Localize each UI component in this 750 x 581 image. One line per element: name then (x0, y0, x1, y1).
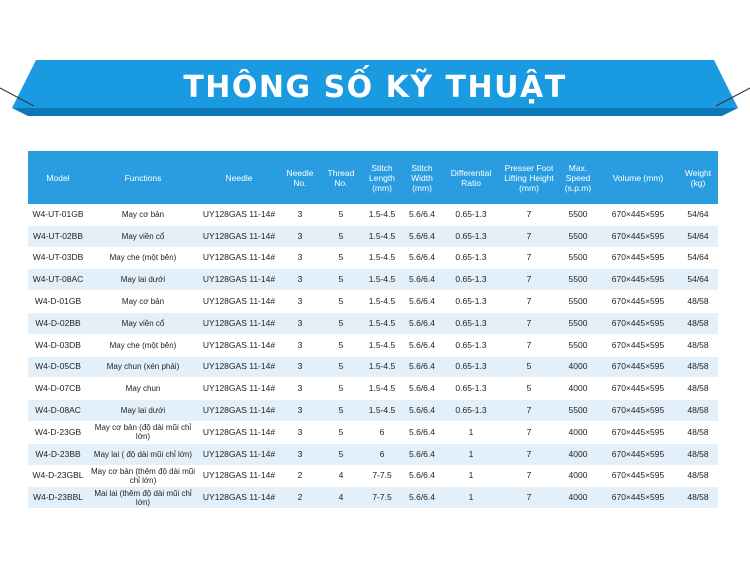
table-row (28, 378, 718, 400)
cell-volume: 670×445×595 (598, 465, 678, 487)
cell-differential-ratio: 1 (442, 487, 500, 509)
cell-volume: 670×445×595 (598, 400, 678, 422)
cell-function: May cơ bản (thêm độ dài mũi chỉ lớn) (88, 465, 198, 487)
cell-max-speed: 4000 (558, 356, 598, 378)
cell-max-speed: 4000 (558, 443, 598, 465)
cell-weight: 54/64 (678, 247, 718, 269)
cell-needle: UY128GAS 11-14# (198, 378, 280, 400)
cell-weight: 48/58 (678, 312, 718, 334)
col-header-max-speed: Max. Speed (s.p.m) (558, 151, 598, 204)
cell-weight: 48/58 (678, 465, 718, 487)
cell-model: W4-D-23BBL (28, 487, 88, 509)
cell-presser-foot-height: 7 (500, 487, 558, 509)
cell-presser-foot-height: 5 (500, 356, 558, 378)
cell-volume: 670×445×595 (598, 421, 678, 443)
cell-model: W4-D-01GB (28, 291, 88, 313)
cell-max-speed: 5500 (558, 312, 598, 334)
cell-model: W4-D-03DB (28, 334, 88, 356)
col-header-needle: Needle (198, 151, 280, 204)
cell-model: W4-UT-03DB (28, 247, 88, 269)
cell-thread-no: 5 (320, 421, 362, 443)
cell-differential-ratio: 0.65-1.3 (442, 291, 500, 313)
cell-stitch-length: 1.5-4.5 (362, 400, 402, 422)
cell-stitch-width: 5.6/6.4 (402, 204, 442, 225)
cell-function: May cơ bản (độ dài mũi chỉ lớn) (88, 421, 198, 443)
cell-stitch-width: 5.6/6.4 (402, 269, 442, 291)
cell-needle: UY128GAS 11-14# (198, 312, 280, 334)
cell-needle-no: 3 (280, 378, 320, 400)
cell-function: May viền cổ (88, 312, 198, 334)
cell-weight: 48/58 (678, 421, 718, 443)
cell-stitch-width: 5.6/6.4 (402, 465, 442, 487)
specs-table-container (28, 151, 718, 509)
cell-stitch-width: 5.6/6.4 (402, 312, 442, 334)
table-row (28, 421, 718, 443)
cell-weight: 48/58 (678, 487, 718, 509)
cell-weight: 48/58 (678, 400, 718, 422)
cell-model: W4-D-23GB (28, 421, 88, 443)
table-row (28, 225, 718, 247)
cell-function: May lai dưới (88, 400, 198, 422)
cell-needle: UY128GAS 11-14# (198, 269, 280, 291)
cell-needle-no: 3 (280, 400, 320, 422)
cell-volume: 670×445×595 (598, 204, 678, 225)
table-row (28, 204, 718, 225)
cell-max-speed: 5500 (558, 400, 598, 422)
cell-stitch-length: 1.5-4.5 (362, 334, 402, 356)
cell-stitch-width: 5.6/6.4 (402, 334, 442, 356)
cell-max-speed: 4000 (558, 487, 598, 509)
table-row (28, 487, 718, 509)
col-header-volume: Volume (mm) (598, 151, 678, 204)
cell-needle: UY128GAS 11-14# (198, 487, 280, 509)
cell-differential-ratio: 0.65-1.3 (442, 356, 500, 378)
cell-thread-no: 5 (320, 291, 362, 313)
table-row (28, 443, 718, 465)
cell-needle: UY128GAS 11-14# (198, 204, 280, 225)
cell-presser-foot-height: 7 (500, 400, 558, 422)
cell-needle: UY128GAS 11-14# (198, 356, 280, 378)
cell-stitch-width: 5.6/6.4 (402, 378, 442, 400)
table-row (28, 312, 718, 334)
cell-presser-foot-height: 7 (500, 312, 558, 334)
cell-max-speed: 5500 (558, 247, 598, 269)
col-header-thread-no: Thread No. (320, 151, 362, 204)
cell-stitch-length: 1.5-4.5 (362, 356, 402, 378)
col-header-differential-ratio: Differential Ratio (442, 151, 500, 204)
cell-volume: 670×445×595 (598, 356, 678, 378)
cell-needle-no: 3 (280, 247, 320, 269)
cell-volume: 670×445×595 (598, 247, 678, 269)
cell-differential-ratio: 0.65-1.3 (442, 334, 500, 356)
cell-model: W4-D-23GBL (28, 465, 88, 487)
cell-needle-no: 3 (280, 421, 320, 443)
cell-needle-no: 3 (280, 443, 320, 465)
cell-presser-foot-height: 7 (500, 421, 558, 443)
cell-function: May che (một bên) (88, 247, 198, 269)
cell-max-speed: 4000 (558, 378, 598, 400)
cell-stitch-length: 1.5-4.5 (362, 225, 402, 247)
cell-weight: 54/64 (678, 225, 718, 247)
cell-max-speed: 5500 (558, 269, 598, 291)
cell-thread-no: 4 (320, 465, 362, 487)
table-row (28, 465, 718, 487)
cell-differential-ratio: 0.65-1.3 (442, 312, 500, 334)
cell-differential-ratio: 0.65-1.3 (442, 269, 500, 291)
cell-stitch-width: 5.6/6.4 (402, 400, 442, 422)
cell-thread-no: 5 (320, 378, 362, 400)
cell-needle-no: 2 (280, 465, 320, 487)
col-header-weight: Weight (kg) (678, 151, 718, 204)
cell-presser-foot-height: 7 (500, 443, 558, 465)
cell-function: May lai dưới (88, 269, 198, 291)
cell-needle: UY128GAS 11-14# (198, 443, 280, 465)
cell-needle-no: 3 (280, 204, 320, 225)
cell-weight: 48/58 (678, 443, 718, 465)
cell-needle: UY128GAS 11-14# (198, 225, 280, 247)
cell-differential-ratio: 0.65-1.3 (442, 378, 500, 400)
cell-presser-foot-height: 7 (500, 269, 558, 291)
cell-function: May cơ bản (88, 204, 198, 225)
cell-max-speed: 5500 (558, 204, 598, 225)
cell-differential-ratio: 0.65-1.3 (442, 400, 500, 422)
cell-function: May chun (xén phải) (88, 356, 198, 378)
cell-thread-no: 4 (320, 487, 362, 509)
cell-model: W4-UT-01GB (28, 204, 88, 225)
cell-volume: 670×445×595 (598, 312, 678, 334)
cell-function: May chun (88, 378, 198, 400)
cell-model: W4-D-23BB (28, 443, 88, 465)
cell-thread-no: 5 (320, 247, 362, 269)
cell-model: W4-D-05CB (28, 356, 88, 378)
cell-stitch-length: 7-7.5 (362, 487, 402, 509)
cell-stitch-width: 5.6/6.4 (402, 356, 442, 378)
cell-stitch-width: 5.6/6.4 (402, 225, 442, 247)
cell-stitch-length: 1.5-4.5 (362, 378, 402, 400)
cell-thread-no: 5 (320, 204, 362, 225)
col-header-stitch-length: Stitch Length (mm) (362, 151, 402, 204)
cell-weight: 48/58 (678, 334, 718, 356)
cell-stitch-length: 1.5-4.5 (362, 312, 402, 334)
cell-needle: UY128GAS 11-14# (198, 421, 280, 443)
cell-thread-no: 5 (320, 225, 362, 247)
cell-volume: 670×445×595 (598, 334, 678, 356)
cell-stitch-length: 1.5-4.5 (362, 247, 402, 269)
cell-function: May cơ bản (88, 291, 198, 313)
cell-stitch-length: 6 (362, 421, 402, 443)
cell-needle: UY128GAS 11-14# (198, 247, 280, 269)
cell-weight: 54/64 (678, 204, 718, 225)
cell-presser-foot-height: 7 (500, 225, 558, 247)
cell-max-speed: 5500 (558, 291, 598, 313)
title-banner (0, 58, 750, 118)
cell-differential-ratio: 0.65-1.3 (442, 247, 500, 269)
cell-model: W4-D-07CB (28, 378, 88, 400)
cell-differential-ratio: 1 (442, 465, 500, 487)
cell-weight: 48/58 (678, 356, 718, 378)
cell-needle-no: 3 (280, 225, 320, 247)
table-row (28, 247, 718, 269)
cell-needle: UY128GAS 11-14# (198, 334, 280, 356)
cell-presser-foot-height: 7 (500, 247, 558, 269)
col-header-stitch-width: Stitch Width (mm) (402, 151, 442, 204)
cell-stitch-width: 5.6/6.4 (402, 443, 442, 465)
specs-table (28, 151, 718, 509)
cell-model: W4-D-08AC (28, 400, 88, 422)
cell-needle-no: 3 (280, 356, 320, 378)
cell-weight: 48/58 (678, 378, 718, 400)
cell-presser-foot-height: 7 (500, 291, 558, 313)
cell-differential-ratio: 1 (442, 443, 500, 465)
cell-needle-no: 3 (280, 334, 320, 356)
cell-weight: 54/64 (678, 269, 718, 291)
page-title: THÔNG SỐ KỸ THUẬT (183, 70, 567, 105)
cell-needle-no: 3 (280, 269, 320, 291)
cell-volume: 670×445×595 (598, 225, 678, 247)
cell-model: W4-UT-02BB (28, 225, 88, 247)
cell-max-speed: 5500 (558, 225, 598, 247)
cell-max-speed: 4000 (558, 465, 598, 487)
cell-volume: 670×445×595 (598, 443, 678, 465)
col-header-presser-foot-height: Presser Foot Lifting Height (mm) (500, 151, 558, 204)
cell-volume: 670×445×595 (598, 291, 678, 313)
cell-needle-no: 2 (280, 487, 320, 509)
table-body (28, 204, 718, 509)
col-header-model: Model (28, 151, 88, 204)
cell-presser-foot-height: 5 (500, 378, 558, 400)
table-row (28, 269, 718, 291)
table-row (28, 356, 718, 378)
cell-thread-no: 5 (320, 400, 362, 422)
cell-differential-ratio: 1 (442, 421, 500, 443)
cell-differential-ratio: 0.65-1.3 (442, 204, 500, 225)
cell-max-speed: 4000 (558, 421, 598, 443)
cell-function: Mai lai (thêm độ dài mũi chỉ lớn) (88, 487, 198, 509)
cell-max-speed: 5500 (558, 334, 598, 356)
cell-thread-no: 5 (320, 443, 362, 465)
cell-stitch-length: 1.5-4.5 (362, 269, 402, 291)
cell-stitch-length: 1.5-4.5 (362, 291, 402, 313)
cell-stitch-width: 5.6/6.4 (402, 487, 442, 509)
cell-model: W4-UT-08AC (28, 269, 88, 291)
cell-function: May lai ( độ dài mũi chỉ lớn) (88, 443, 198, 465)
cell-thread-no: 5 (320, 312, 362, 334)
col-header-functions: Functions (88, 151, 198, 204)
cell-stitch-length: 7-7.5 (362, 465, 402, 487)
cell-function: May viền cổ (88, 225, 198, 247)
cell-needle: UY128GAS 11-14# (198, 291, 280, 313)
cell-volume: 670×445×595 (598, 487, 678, 509)
cell-weight: 48/58 (678, 291, 718, 313)
cell-volume: 670×445×595 (598, 378, 678, 400)
cell-stitch-length: 6 (362, 443, 402, 465)
col-header-needle-no: Needle No. (280, 151, 320, 204)
table-row (28, 334, 718, 356)
cell-function: May che (một bên) (88, 334, 198, 356)
table-header-row (28, 151, 718, 204)
cell-differential-ratio: 0.65-1.3 (442, 225, 500, 247)
cell-stitch-width: 5.6/6.4 (402, 247, 442, 269)
cell-presser-foot-height: 7 (500, 204, 558, 225)
cell-thread-no: 5 (320, 334, 362, 356)
cell-thread-no: 5 (320, 269, 362, 291)
cell-needle-no: 3 (280, 312, 320, 334)
cell-presser-foot-height: 7 (500, 465, 558, 487)
cell-needle-no: 3 (280, 291, 320, 313)
cell-presser-foot-height: 7 (500, 334, 558, 356)
cell-needle: UY128GAS 11-14# (198, 465, 280, 487)
table-row (28, 400, 718, 422)
cell-stitch-length: 1.5-4.5 (362, 204, 402, 225)
cell-stitch-width: 5.6/6.4 (402, 291, 442, 313)
cell-stitch-width: 5.6/6.4 (402, 421, 442, 443)
cell-thread-no: 5 (320, 356, 362, 378)
table-row (28, 291, 718, 313)
cell-volume: 670×445×595 (598, 269, 678, 291)
cell-needle: UY128GAS 11-14# (198, 400, 280, 422)
cell-model: W4-D-02BB (28, 312, 88, 334)
